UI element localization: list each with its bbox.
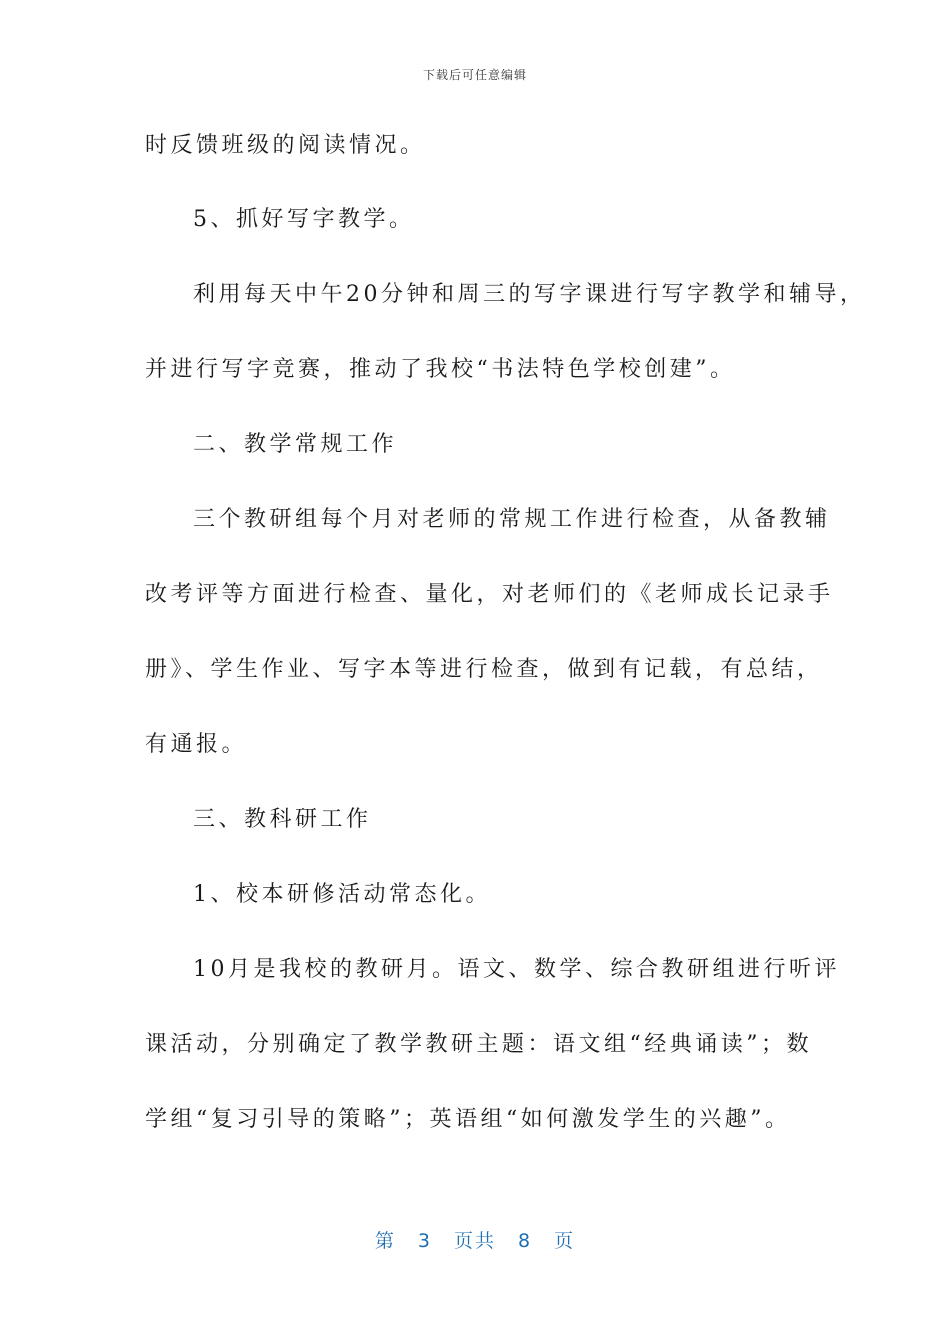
footer-total-pages: 8	[518, 1230, 533, 1252]
section-heading-5: 5、抓好写字教学。	[193, 207, 415, 232]
footer-suffix: 页	[554, 1230, 576, 1252]
text-line-12: 10月是我校的教研月。语文、数学、综合教研组进行听评	[193, 957, 840, 982]
page-header-note: 下载后可任意编辑	[422, 68, 527, 82]
text-line-8: 册》、学生作业、写字本等进行检查，做到有记载，有总结，	[145, 657, 823, 682]
section-heading-1: 1、校本研修活动常态化。	[193, 882, 491, 907]
footer-prefix: 第	[374, 1230, 396, 1252]
text-line-3: 利用每天中午20分钟和周三的写字课进行写字教学和辅导，	[193, 282, 866, 307]
section-heading-three: 三、教科研工作	[193, 807, 372, 832]
text-line-7: 改考评等方面进行检查、量化，对老师们的《老师成长记录手	[145, 582, 834, 607]
section-heading-two: 二、教学常规工作	[193, 432, 398, 457]
text-line-1: 时反馈班级的阅读情况。	[145, 133, 426, 158]
text-line-14: 学组“复习引导的策略”；英语组“如何激发学生的兴趣”。	[145, 1107, 791, 1132]
text-line-9: 有通报。	[145, 732, 248, 757]
text-line-6: 三个教研组每个月对老师的常规工作进行检查，从备教辅	[193, 507, 831, 532]
footer-current-page: 3	[417, 1230, 432, 1252]
page-footer	[0, 1226, 950, 1253]
text-line-4: 并进行写字竞赛，推动了我校“书法特色学校创建”。	[145, 357, 736, 382]
text-line-13: 课活动，分别确定了教学教研主题：语文组“经典诵读”；数	[145, 1032, 812, 1057]
footer-middle: 页共	[453, 1230, 496, 1252]
